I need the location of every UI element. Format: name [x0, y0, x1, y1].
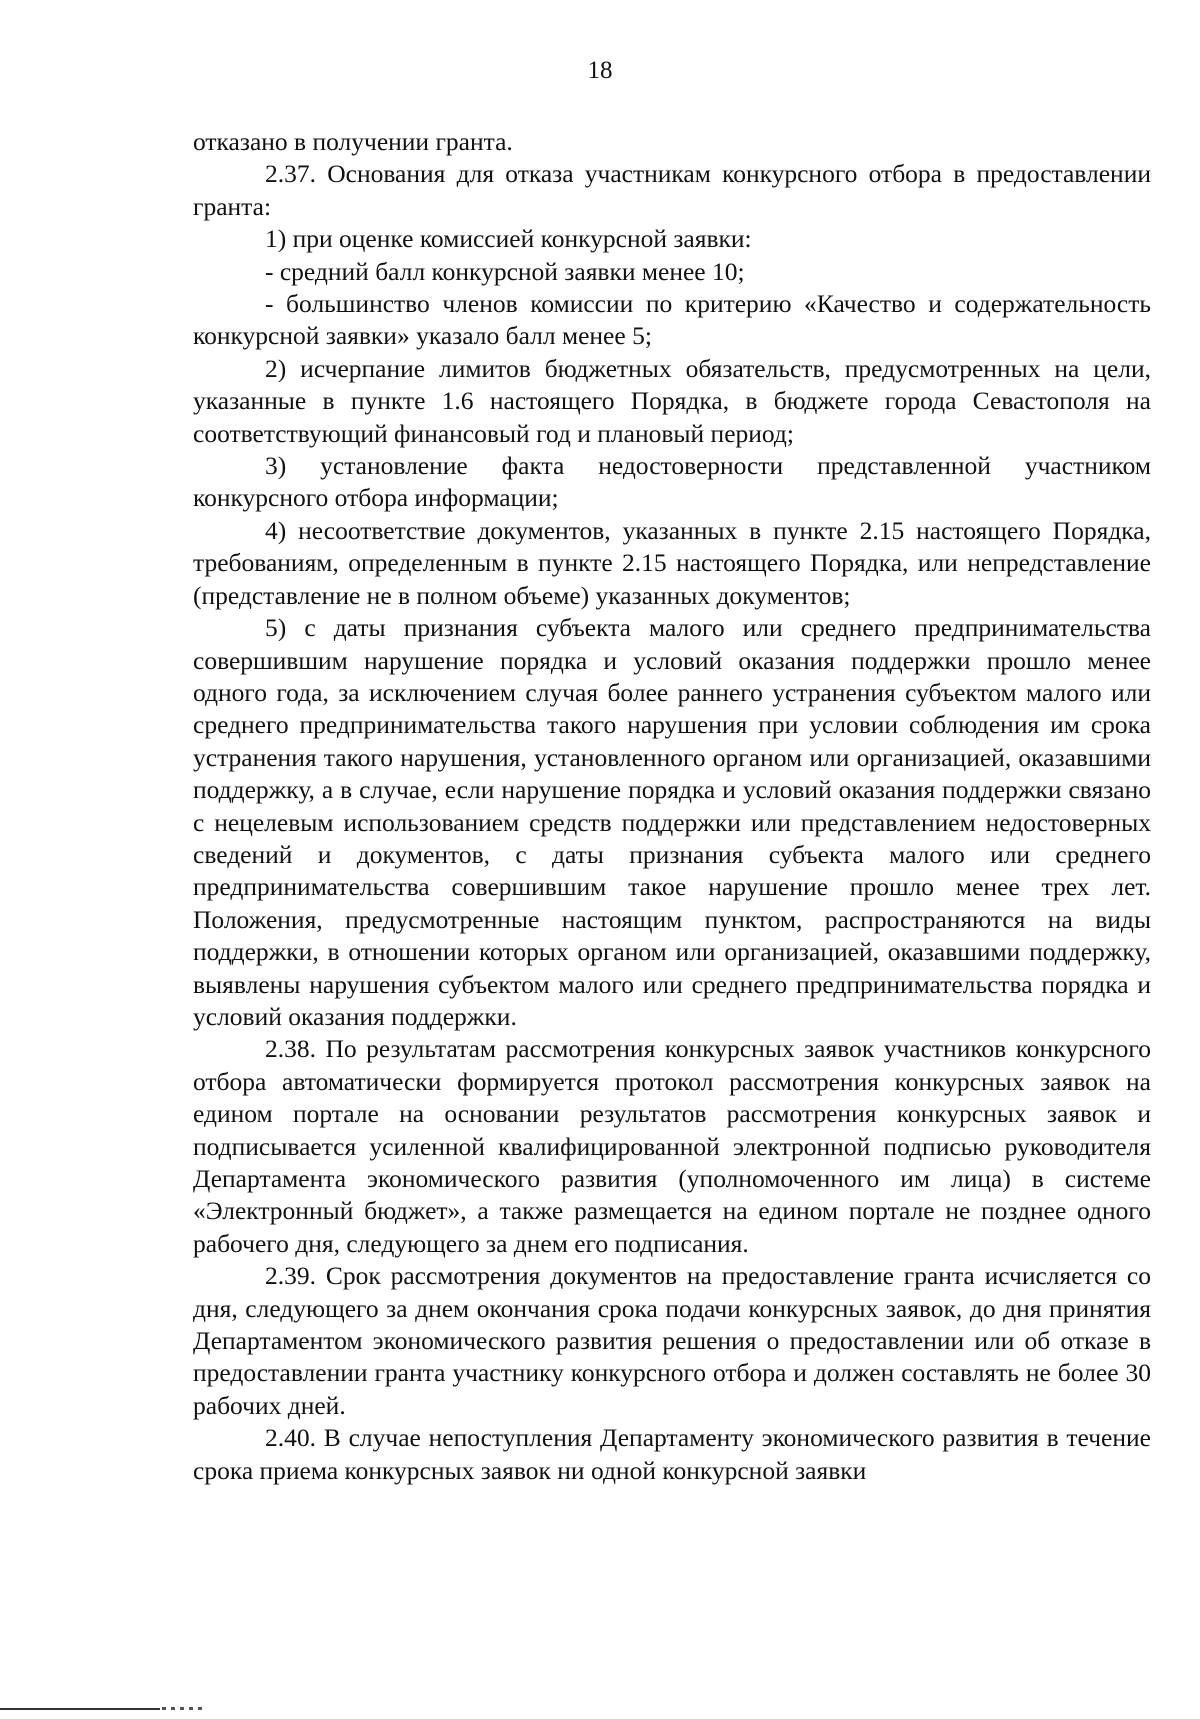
list-item-3: 3) установление факта недостоверности представленной участником конкурсного отбора информации;	[193, 451, 1151, 513]
list-item-1: 1) при оценке комиссией конкурсной заявки:	[265, 224, 752, 254]
paragraph-2-40: 2.40. В случае непоступления Департаменту экономического развития в течение срока приема конкурсных заявок ни одной конкурсной заявки	[193, 1423, 1151, 1485]
document-body	[193, 126, 1151, 1487]
paragraph-continuation: отказано в получении гранта.	[193, 127, 513, 156]
list-item-2: 2) исчерпание лимитов бюджетных обязательств, предусмотренных на цели, указанные в пункте 1.6 настоящего Порядка, в бюджете города Севастополя на соответствующий финансовый год и плановый период;	[193, 353, 1151, 448]
paragraph-2-39: 2.39. Срок рассмотрения документов на предоставление гранта исчисляется со дня, следующего за днем окончания срока подачи конкурсных заявок, до дня принятия Департаментом экономического развития решения о предоставлении или об отказе в предоставлении гранта участнику конкурсного отбора и должен составлять не более 30 рабочих дней.	[193, 1261, 1151, 1420]
list-item-5: 5) с даты признания субъекта малого или среднего предпринимательства совершившим нарушение порядка и условий оказания поддержки прошло менее одного года, за исключением случая более раннего устранения субъектом малого или среднего предпринимательства такого нарушения при условии соблюдения им срока устранения такого нарушения, установленного органом или организацией, оказавшими поддержку, а в случае, если нарушение порядка и условий оказания поддержки связано с нецелевым использованием средств поддержки или представлением недостоверных сведений и документов, с даты признания субъекта малого или среднего предпринимательства совершившим такое нарушение прошло менее трех лет. Положения, предусмотренные настоящим пунктом, распространяются на виды поддержки, в отношении которых органом или организацией, оказавшими поддержку, выявлены нарушения субъектом малого или среднего предпринимательства порядка и условий оказания поддержки.	[193, 613, 1151, 1031]
paragraph-2-37: 2.37. Основания для отказа участникам конкурсного отбора в предоставлении гранта:	[193, 159, 1151, 221]
scan-edge-line	[0, 1708, 160, 1710]
paragraph-2-38: 2.38. По результатам рассмотрения конкурсных заявок участников конкурсного отбора автоматически формируется протокол рассмотрения конкурсных заявок на едином портале на основании результатов рассмотрения конкурсных заявок и подписывается усиленной квалифицированной электронной подписью руководителя Департамента экономического развития (уполномоченного им лица) в системе «Электронный бюджет», а также размещается на едином портале не позднее одного рабочего дня, следующего за днем его подписания.	[193, 1034, 1151, 1258]
list-subitem-average-score: - средний балл конкурсной заявки менее 10;	[265, 256, 745, 286]
list-item-4: 4) несоответствие документов, указанных в пункте 2.15 настоящего Порядка, требованиям, определенным в пункте 2.15 настоящего Порядка, или непредставление (представление не в полном объеме) указанных документов;	[193, 515, 1151, 610]
list-subitem-majority: - большинство членов комиссии по критерию «Качество и содержательность конкурсной заявки» указало балл менее 5;	[193, 289, 1151, 351]
page-number: 18	[587, 57, 613, 84]
scan-edge-dots	[162, 1707, 202, 1710]
